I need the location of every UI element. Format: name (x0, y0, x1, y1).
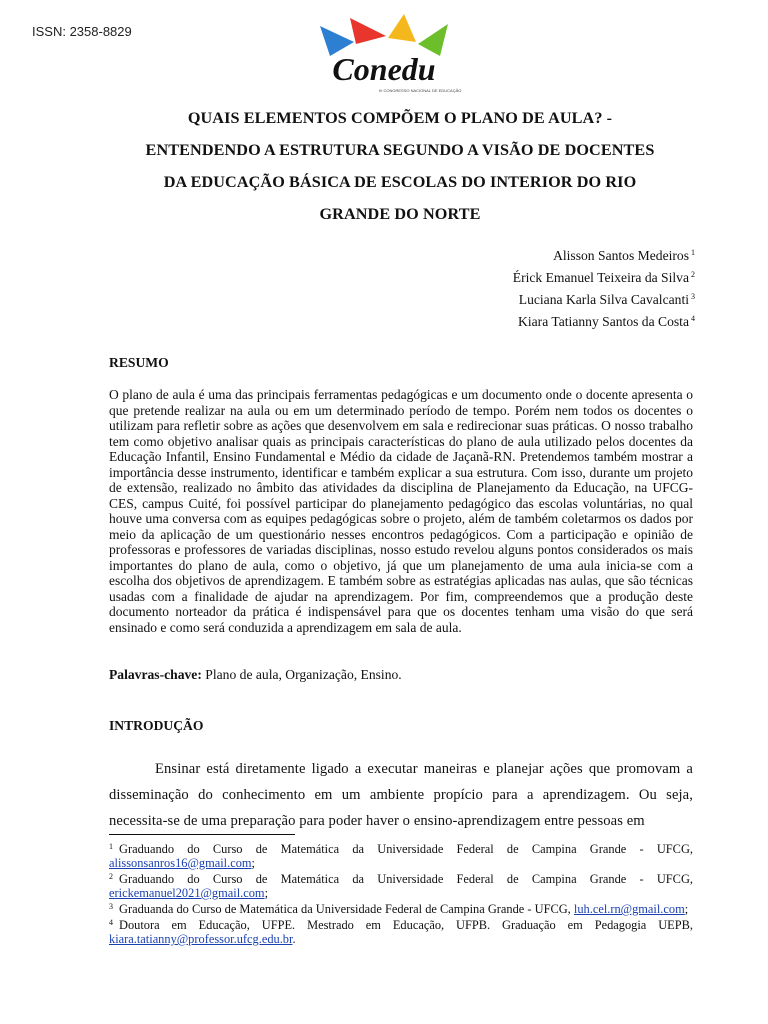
author-line (513, 265, 695, 287)
logo-wordmark: Conedu (332, 51, 436, 87)
keywords (109, 667, 693, 683)
footnote-suffix: ; (684, 902, 689, 916)
footnote (109, 900, 693, 916)
footnote-email-link[interactable]: alissonsanros16@gmail.com (109, 856, 252, 870)
paper-title (100, 102, 700, 230)
introducao-heading: INTRODUÇÃO (109, 718, 204, 733)
logo-subtitle: IV CONGRESSO NACIONAL DE EDUCAÇÃO (378, 88, 462, 93)
conedu-logo (312, 14, 462, 96)
author-list (513, 243, 695, 331)
issn-label: ISSN: 2358-8829 (32, 24, 132, 39)
footnote-separator (109, 834, 295, 835)
author-footnote-mark: 4 (691, 314, 695, 323)
author-footnote-mark: 3 (691, 292, 695, 301)
title-line: QUAIS ELEMENTOS COMPÕEM O PLANO DE AULA? - (187, 109, 613, 127)
keywords-value: Plano de aula, Organização, Ensino. (205, 667, 402, 682)
footnote-email-link[interactable]: kiara.tatianny@professor.ufcg.edu.br (109, 932, 293, 946)
footnote (109, 870, 693, 900)
title-line: DA EDUCAÇÃO BÁSICA DE ESCOLAS DO INTERIOR DO RIO (163, 173, 637, 191)
title-line: ENTENDENDO A ESTRUTURA SEGUNDO A VISÃO DE DOCENTES (145, 141, 655, 159)
resumo-heading: RESUMO (109, 355, 169, 370)
footnote-suffix: ; (251, 856, 255, 870)
footnote (109, 840, 693, 870)
footnote-mark: 2 (109, 872, 113, 881)
footnote (109, 916, 693, 946)
author-line (513, 243, 695, 265)
author-name: Kiara Tatianny Santos da Costa (518, 314, 689, 329)
footnote-text: Graduanda do Curso de Matemática da Universidade Federal de Campina Grande - UFCG, (119, 902, 571, 916)
footnotes (109, 840, 693, 946)
author-line (513, 309, 695, 331)
title-line: GRANDE DO NORTE (319, 205, 481, 223)
logo-red-petal (350, 18, 386, 44)
introducao-text: Ensinar está diretamente ligado a executar maneiras e planejar ações que promovam a disseminação do conhecimento em um ambiente propício para a aprendizagem. Ou seja, necessita-se de uma preparação para poder haver o ensino-aprendizagem entre pessoas em (109, 761, 693, 829)
footnote-suffix: ; (264, 886, 269, 900)
abstract-text: O plano de aula é uma das principais ferramentas pedagógicas e um documento onde o docente apresenta o que pretende realizar na aula ou em um determinado período de tempo. Porém nem todos os docentes o utilizam para refletir sobre as ações que desenvolvem em sala e redirecionar suas práticas. O nosso trabalho tem como objetivo analisar quais as principais características do plano de aula utilizado pelos docentes da Educação Infantil, Ensino Fundamental e Médio da cidade de Jaçanã-RN. Pretendemos também mostrar a importância desse instrumento, identificar e também explicar a sua estrutura. Com isso, durante um projeto de extensão, realizado no âmbito das atividades da disciplina de Planejamento da Educação, na UFCG-CES, campus Cuité, foi possível participar do planejamento pedagógico das escolas voluntárias, no qual houve uma conversa com as equipes pedagógicas sobre o projeto, além de também coletarmos os dados por meio da aplicação de um questionário nesses encontros pedagógicos. Com a participação e opinião de professoras e professores de variadas disciplinas, nosso estudo revelou alguns pontos considerados os mais importantes do plano de aula, como o objetivo, já que um planejamento de uma aula inicia-se com a escolha dos objetivos de aprendizagem. E também sobre as estratégias aplicadas nas aulas, que são técnicas usadas com a finalidade de ajudar na aprendizagem. Por fim, compreendemos que a produção deste documento norteador da prática é indispensável para que os docentes tenham uma visão do que será ensinado e como será conduzida a aprendizagem em sala de aula. (109, 387, 693, 635)
logo-yellow-petal (388, 14, 416, 42)
author-name: Luciana Karla Silva Cavalcanti (518, 292, 689, 307)
footnote-mark: 4 (109, 918, 113, 927)
footnote-text: Graduando do Curso de Matemática da Universidade Federal de Campina Grande - UFCG, (119, 872, 693, 886)
footnote-mark: 1 (109, 842, 113, 851)
footnote-mark: 3 (109, 902, 113, 911)
footnote-email-link[interactable]: luh.cel.rn@gmail.com (573, 902, 685, 916)
keywords-label: Palavras-chave: (109, 667, 202, 682)
footnote-text: Graduando do Curso de Matemática da Universidade Federal de Campina Grande - UFCG, (119, 842, 693, 856)
author-line (513, 287, 695, 309)
footnote-suffix: . (292, 932, 296, 946)
footnote-text: Doutora em Educação, UFPE. Mestrado em Educação, UFPB. Graduação em Pedagogia UEPB, (119, 918, 693, 932)
author-footnote-mark: 2 (691, 270, 695, 279)
author-footnote-mark: 1 (691, 248, 695, 257)
footnote-email-link[interactable]: erickemanuel2021@gmail.com (109, 886, 265, 900)
author-name: Alisson Santos Medeiros (553, 248, 689, 263)
author-name: Érick Emanuel Teixeira da Silva (512, 270, 689, 285)
